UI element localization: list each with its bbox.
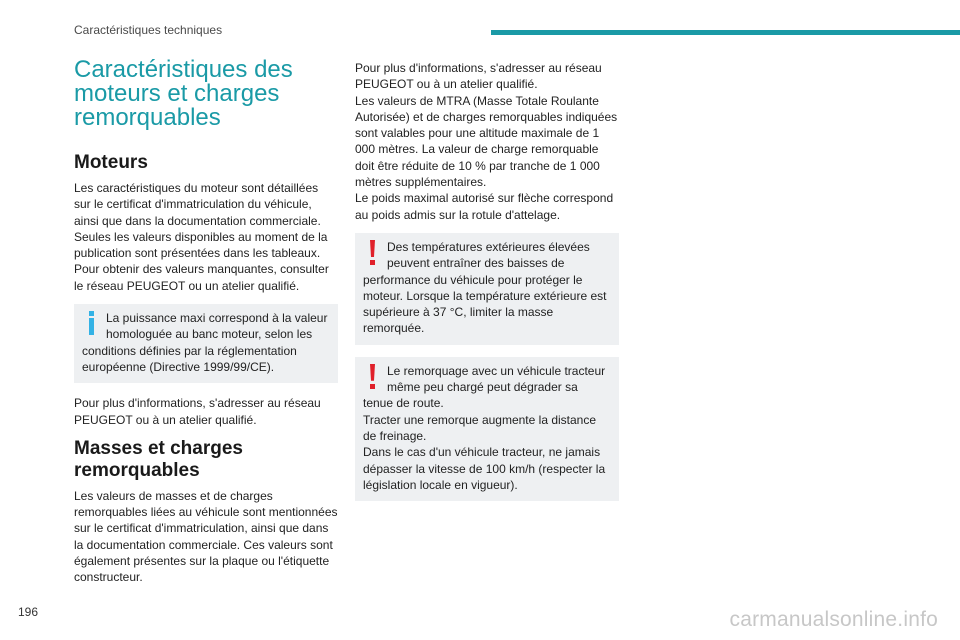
page-number: 196 (18, 605, 39, 619)
warning-note-towing (355, 357, 619, 501)
heading-moteurs: Moteurs (74, 152, 148, 173)
info-note (74, 304, 338, 383)
masses-paragraph: Les valeurs de masses et de charges remorquables liées au véhicule sont mentionnées sur le certificat d'immatriculation, ainsi que dans la documentation commerciale. Ces valeurs sont également présentes sur la plaque ou l'étiquette constructeur. (74, 488, 338, 585)
warning-towing-line1: Le remorquage avec un véhicule tracteur même peu chargé peut dégrader sa tenue de route. (363, 363, 606, 411)
moteurs-contact-paragraph: Pour plus d'informations, s'adresser au réseau PEUGEOT ou à un atelier qualifié. (74, 396, 321, 427)
section-header-title: Caractéristiques techniques (74, 23, 223, 37)
watermark: carmanualsonline.info (729, 608, 938, 631)
warning-icon (363, 364, 383, 390)
page-title: Caractéristiques des moteurs et charges remorquables (74, 56, 293, 131)
left-column (74, 58, 338, 596)
warning-towing-line2: Tracter une remorque augmente la distance de freinage. (363, 412, 597, 443)
mtra-paragraph: Les valeurs de MTRA (Masse Totale Roulante Autorisée) et de charges remorquables indiquées sont valables pour une altitude maximale de 1 000 mètres. La valeur de charge remorquable doit être réduite de 10 % par tranche de 1 000 mètres supplémentaires. (355, 93, 618, 190)
info-icon (82, 311, 102, 337)
warning-note-temperature (355, 233, 619, 345)
warning-icon (363, 240, 383, 266)
moteurs-paragraph: Les caractéristiques du moteur sont détaillées sur le certificat d'immatriculation du véhicule, ainsi que dans la documentation commerciale. Seules les valeurs disponibles au moment de la publication sont présentées dans les tableaux. Pour obtenir des valeurs manquantes, consulter le réseau PEUGEOT ou un atelier qualifié. (74, 181, 329, 293)
contact-paragraph: Pour plus d'informations, s'adresser au réseau PEUGEOT ou à un atelier qualifié. (355, 61, 602, 92)
header-accent-bar (491, 30, 960, 35)
right-column (355, 60, 619, 513)
warning-towing-line3: Dans le cas d'un véhicule tracteur, ne jamais dépasser la vitesse de 100 km/h (respecter la législation locale en vigueur). (363, 445, 606, 492)
poids-fleche-paragraph: Le poids maximal autorisé sur flèche correspond au poids admis sur la rotule d'attelage. (355, 191, 614, 222)
warning-note-temperature-text: Des températures extérieures élevées peuvent entraîner des baisses de performance du véhicule pour protéger le moteur. Lorsque la température extérieure est supérieure à 37 °C, limiter la masse remorquée. (363, 239, 607, 336)
heading-masses: Masses et charges remorquables (74, 437, 243, 481)
info-note-text: La puissance maxi correspond à la valeur homologuée au banc moteur, selon les conditions définies par la réglementation européenne (Directive 1999/99/CE). (82, 311, 328, 374)
